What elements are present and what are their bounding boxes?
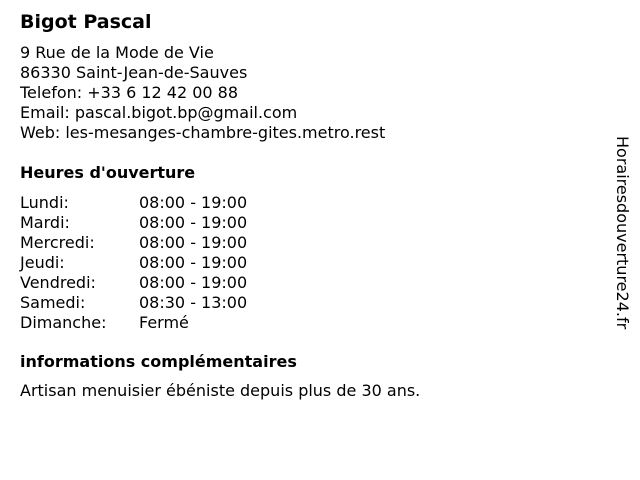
business-name: Bigot Pascal [20, 11, 152, 33]
hours-row [20, 293, 580, 313]
business-card [20, 9, 580, 401]
hours-list [20, 193, 580, 333]
hours-heading: Heures d'ouverture [20, 163, 196, 182]
address-city: 86330 Saint-Jean-de-Sauves [20, 63, 248, 82]
hours-day: Dimanche: [20, 313, 107, 332]
hours-day: Samedi: [20, 293, 86, 312]
hours-row [20, 233, 580, 253]
hours-day: Mercredi: [20, 233, 95, 252]
hours-day: Jeudi: [20, 253, 65, 272]
hours-row [20, 253, 580, 273]
hours-day: Lundi: [20, 193, 69, 212]
hours-time: 08:00 - 19:00 [139, 233, 248, 252]
hours-row [20, 273, 580, 293]
hours-day: Mardi: [20, 213, 70, 232]
address-street: 9 Rue de la Mode de Vie [20, 43, 214, 62]
side-watermark-label: Horairesdouverture24.fr [613, 136, 632, 330]
hours-time: 08:30 - 13:00 [139, 293, 248, 312]
web-line: Web: les-mesanges-chambre-gites.metro.rest [20, 123, 386, 142]
hours-row [20, 213, 580, 233]
hours-time: Fermé [139, 313, 189, 332]
hours-time: 08:00 - 19:00 [139, 213, 248, 232]
hours-time: 08:00 - 19:00 [139, 253, 248, 272]
hours-time: 08:00 - 19:00 [139, 273, 248, 292]
phone-line: Telefon: +33 6 12 42 00 88 [20, 83, 239, 102]
hours-day: Vendredi: [20, 273, 96, 292]
info-heading: informations complémentaires [20, 352, 297, 371]
info-text: Artisan menuisier ébéniste depuis plus de 30 ans. [20, 381, 421, 400]
hours-row [20, 313, 580, 333]
hours-time: 08:00 - 19:00 [139, 193, 248, 212]
hours-row [20, 193, 580, 213]
email-line: Email: pascal.bigot.bp@gmail.com [20, 103, 298, 122]
